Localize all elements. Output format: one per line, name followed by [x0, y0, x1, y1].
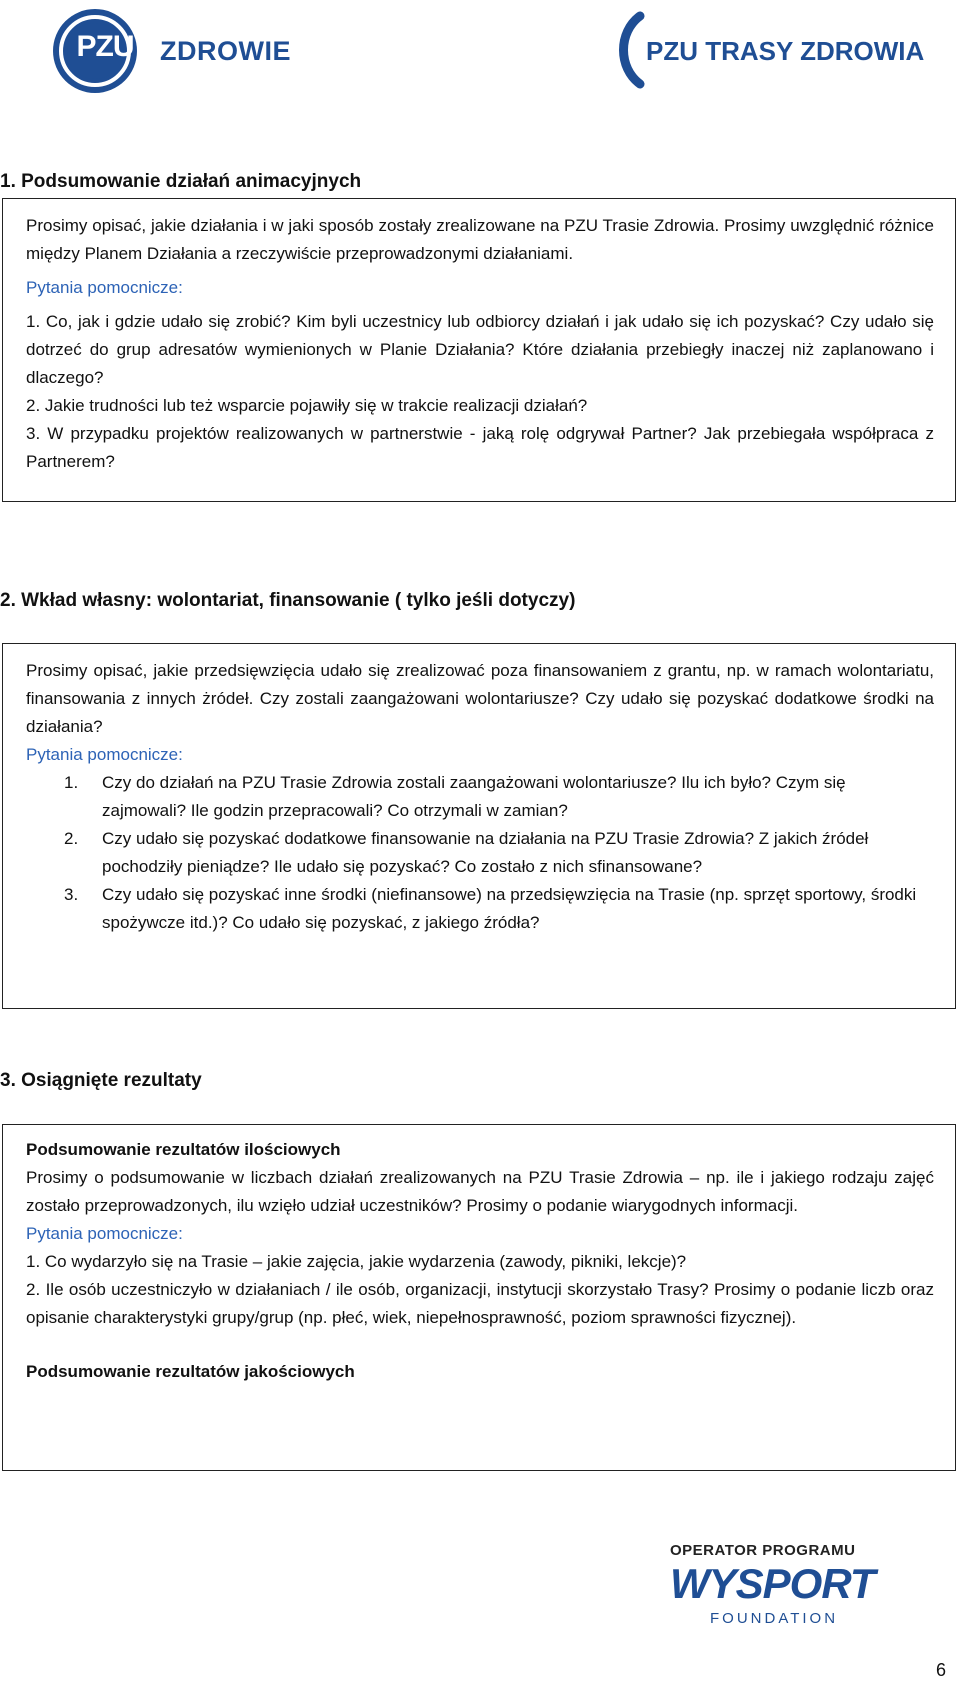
operator-name: WYSPORT — [670, 1560, 875, 1607]
section-1-intro: Prosimy opisać, jakie działania i w jaki sposób zostały zrealizowane na PZU Trasie Zdrowia. Prosimy uwzględnić różnice między Planem Działania a rzeczywiście przeprowadzonymi działaniami. — [26, 216, 934, 263]
operator-sub: FOUNDATION — [710, 1610, 839, 1627]
wysport-foundation-logo — [670, 1542, 910, 1632]
qualitative-results-title: Podsumowanie rezultatów jakościowych — [26, 1362, 355, 1381]
operator-label: OPERATOR PROGRAMU — [670, 1542, 856, 1559]
pzu-zdrowie-logo — [50, 6, 291, 96]
page-number: 6 — [935, 1660, 946, 1680]
pzu-logo-word: ZDROWIE — [160, 36, 291, 66]
section-3-content — [26, 1136, 934, 1386]
section-3-heading: 3. Osiągnięte rezultaty — [0, 1070, 202, 1091]
pzu-logo-mark-text: PZU — [76, 30, 134, 63]
list-item: 2. Czy udało się pozyskać dodatkowe finansowanie na działania na PZU Trasie Zdrowia? Z jakich źródeł pochodziły pieniądze? Ile udało się pozyskać? Co zostało z nich sfinansowane? — [64, 829, 869, 876]
quantitative-results-intro: Prosimy o podsumowanie w liczbach działań zrealizowanych na PZU Trasie Zdrowia – np. ile i jakiego rodzaju zajęć zostało przeprowadzonych, ilu wzięło udział uczestników? Prosimy o podanie wiarygodnych informacji. — [26, 1168, 934, 1215]
section-3-question-2: 2. Ile osób uczestniczyło w działaniach / ile osób, organizacji, instytucji skorzystało Trasy? Prosimy o podanie liczb oraz opisanie charakterystyki grupy/grup (np. płeć, wiek, niepełnosprawność, poziom sprawności fizycznej). — [26, 1280, 934, 1327]
section-2-intro: Prosimy opisać, jakie przedsięwzięcia udało się zrealizować poza finansowaniem z grantu, np. w ramach wolontariatu, finansowania z innych żródeł. Czy zostali zaangażowani wolontariusze? Czy udało się pozyskać dodatkowe środki na działania? — [26, 661, 934, 736]
section-2-content — [26, 657, 934, 937]
section-1-question-2: 2. Jakie trudności lub też wsparcie pojawiły się w trakcie realizacji działań? — [26, 396, 588, 415]
section-2-heading: 2. Wkład własny: wolontariat, finansowanie ( tylko jeśli dotyczy) — [0, 590, 576, 611]
section-1-heading: 1. Podsumowanie działań animacyjnych — [0, 171, 362, 192]
section-3-question-1: 1. Co wydarzyło się na Trasie – jakie zajęcia, jakie wydarzenia (zawody, pikniki, lekcje)? — [26, 1252, 687, 1271]
section-3-helper-label: Pytania pomocnicze: — [26, 1224, 183, 1243]
section-1-helper-label: Pytania pomocnicze: — [26, 278, 183, 297]
list-item: 1. Czy do działań na PZU Trasie Zdrowia zostali zaangażowani wolontariusze? Ilu ich było? Czym się zajmowali? Ile godzin przepracowali? Co otrzymali w zamian? — [64, 773, 846, 820]
trasy-logo-arc-icon — [610, 10, 650, 90]
section-1-content — [26, 212, 934, 476]
list-item: 3. Czy udało się pozyskać inne środki (niefinansowe) na przedsięwzięcia na Trasie (np. sprzęt sportowy, środki spożywcze itd.)? Co udało się pozyskać, z jakiego źródła? — [64, 885, 917, 932]
section-1-question-3: 3. W przypadku projektów realizowanych w partnerstwie - jaką rolę odgrywał Partner? Jak przebiegała współpraca z Partnerem? — [26, 424, 934, 471]
pzu-trasy-zdrowia-logo — [610, 10, 940, 90]
trasy-logo-word: PZU TRASY ZDROWIA — [646, 36, 925, 66]
quantitative-results-title: Podsumowanie rezultatów ilościowych — [26, 1140, 341, 1159]
section-1-question-1: 1. Co, jak i gdzie udało się zrobić? Kim byli uczestnicy lub odbiorcy działań i jak udało się ich pozyskać? Czy udało się dotrzeć do grup adresatów wymienionych w Planie Działania? Które działania przebiegły inaczej niż zaplanowano i dlaczego? — [26, 312, 934, 387]
section-2-helper-label: Pytania pomocnicze: — [26, 745, 183, 764]
section-2-question-list — [26, 769, 934, 937]
